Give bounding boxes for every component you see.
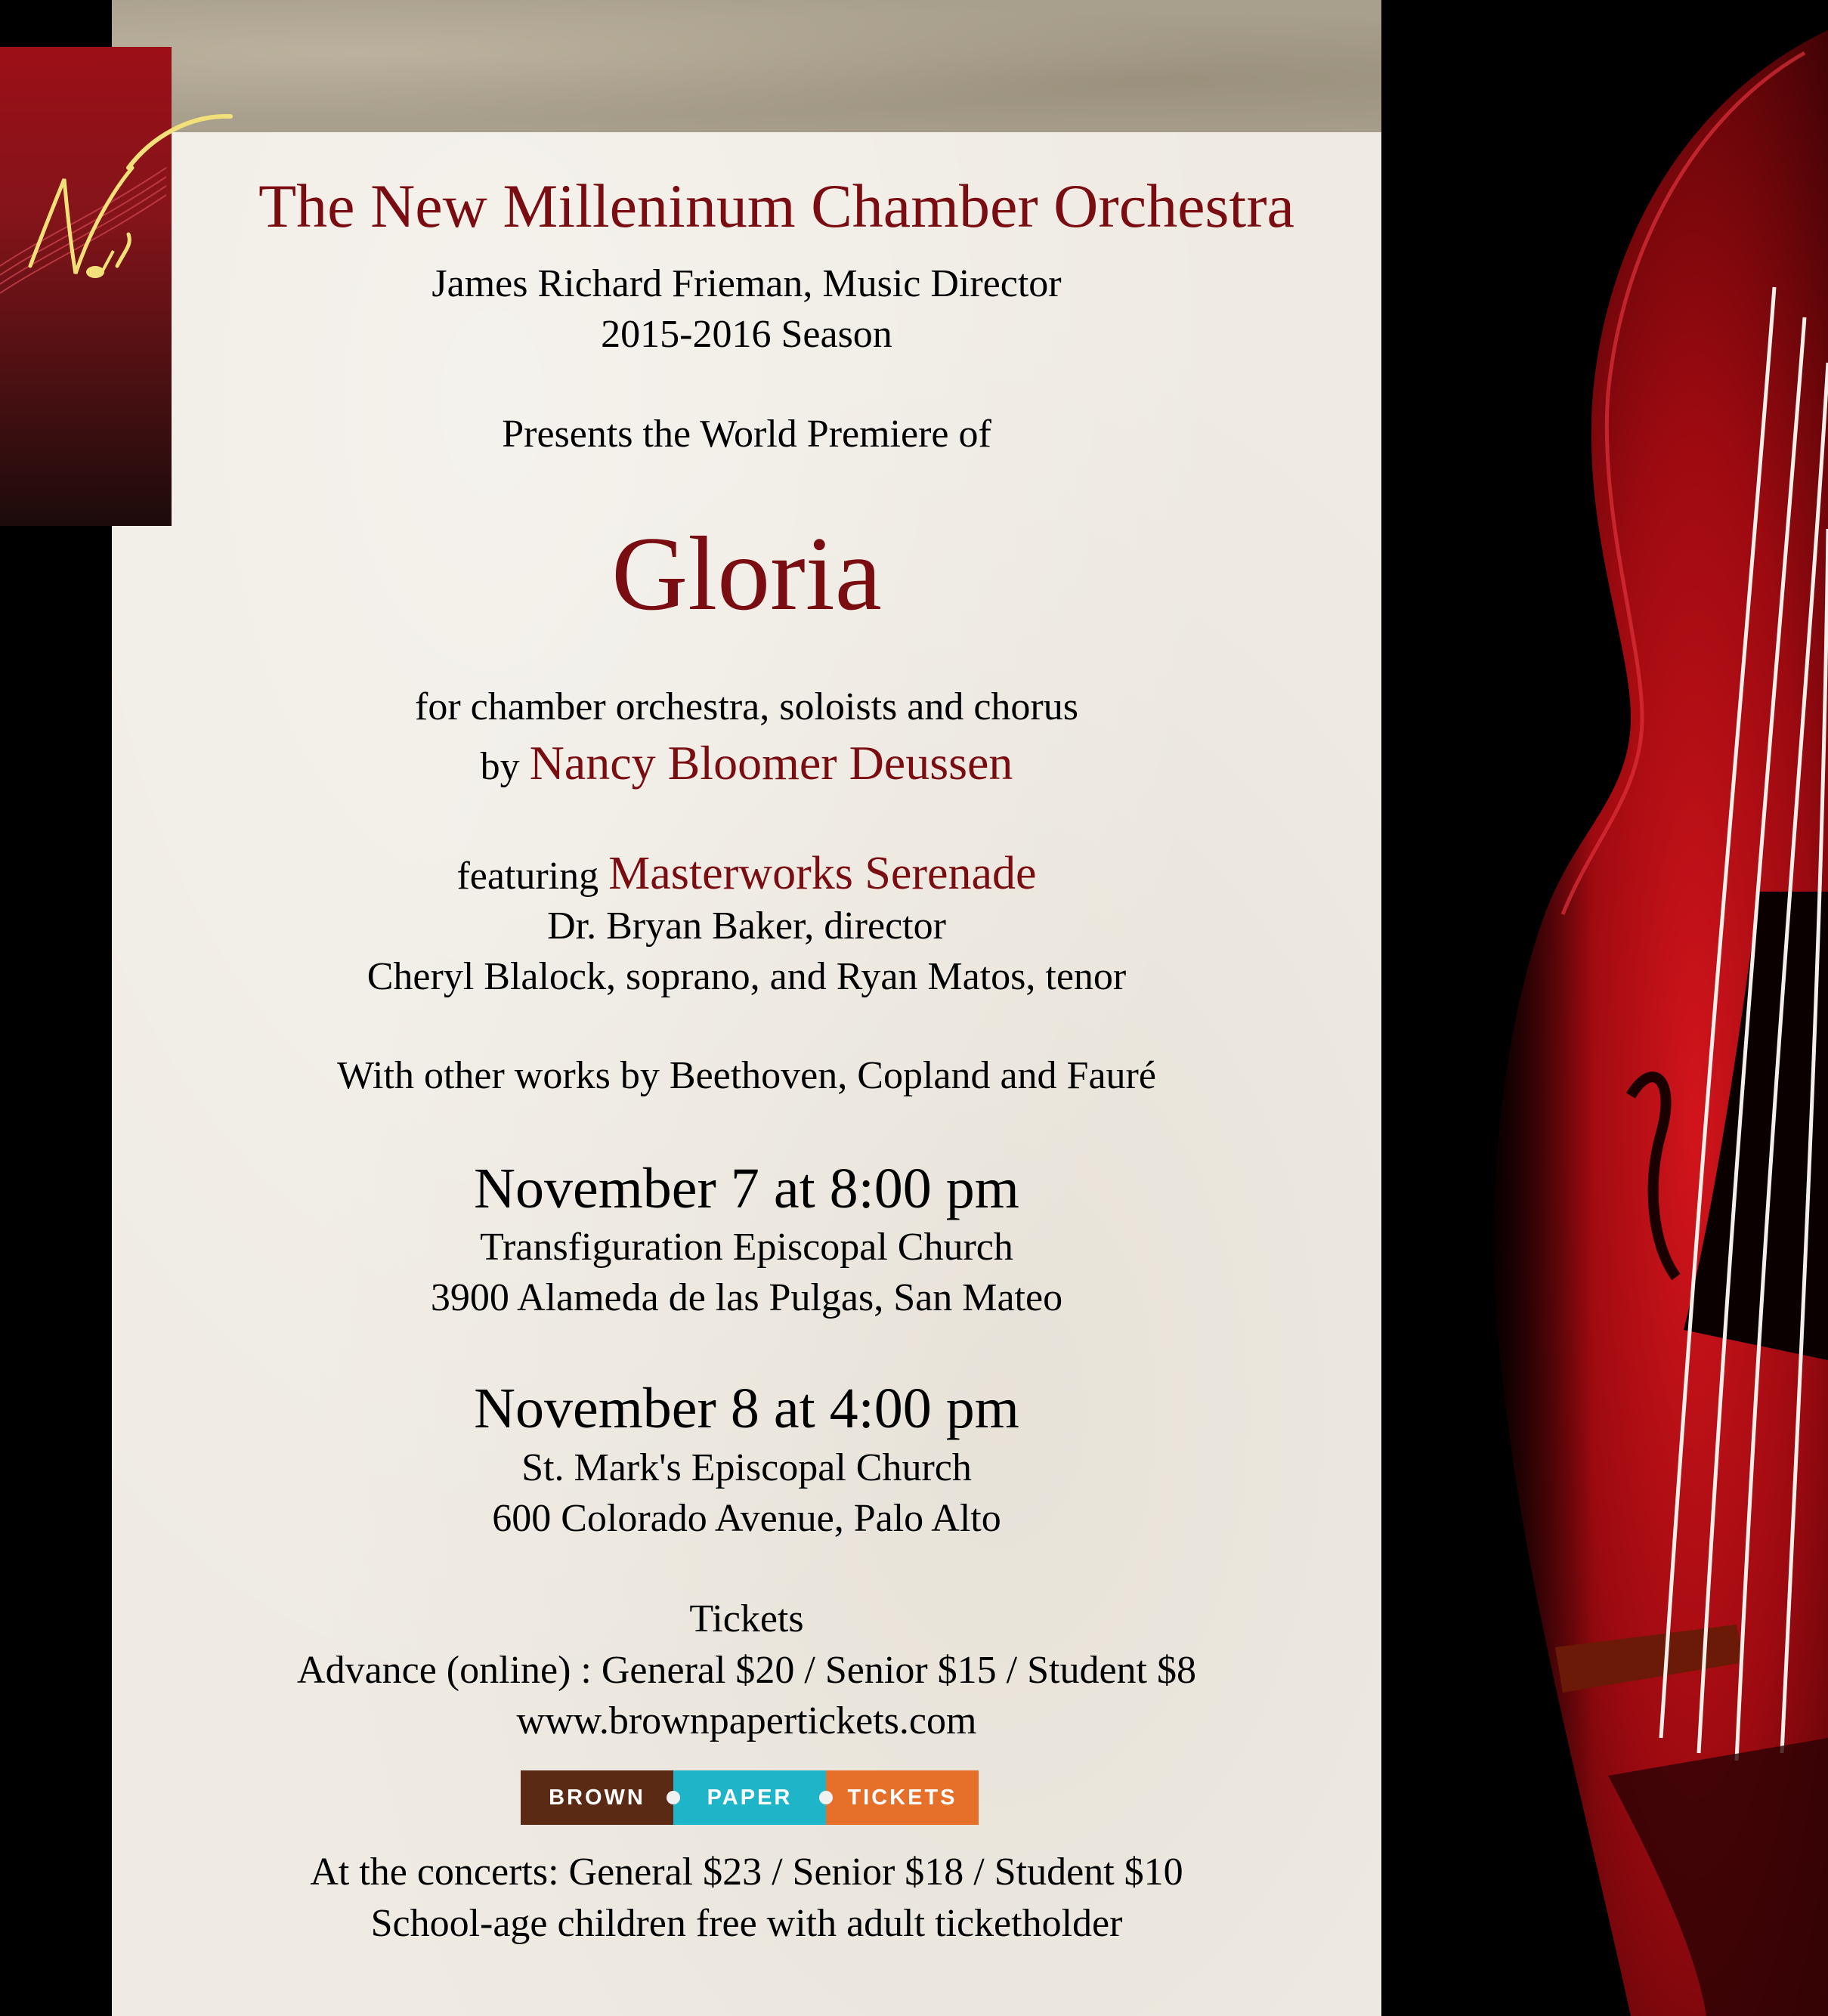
- composer-line: [112, 736, 1381, 790]
- presents-line: Presents the World Premiere of: [502, 413, 991, 456]
- bpt-segment-brown: [521, 1770, 673, 1825]
- ticket-website-link[interactable]: www.brownpapertickets.com: [516, 1699, 977, 1742]
- bpt-segment-paper: [673, 1770, 826, 1825]
- brown-paper-tickets-logo[interactable]: [521, 1770, 979, 1825]
- orchestra-logo: [0, 47, 172, 526]
- bpt-label: PAPER: [707, 1785, 793, 1810]
- instrumentation-line: for chamber orchestra, soloists and chorus: [415, 685, 1078, 728]
- bpt-dot-icon: [819, 1791, 833, 1804]
- violin-image: [1381, 0, 1828, 2016]
- advance-prices: Advance (online) : General $20 / Senior $15 / Student $8: [297, 1649, 1196, 1692]
- music-director: James Richard Frieman, Music Director: [431, 262, 1062, 305]
- tickets-heading: Tickets: [689, 1597, 804, 1640]
- concert-address: 3900 Alameda de las Pulgas, San Mateo: [430, 1276, 1063, 1319]
- concert-venue: St. Mark's Episcopal Church: [521, 1446, 972, 1489]
- featuring-line: [112, 850, 1381, 897]
- logo-script-icon: [0, 47, 242, 526]
- bpt-label: BROWN: [549, 1785, 645, 1810]
- season-label: 2015-2016 Season: [601, 313, 892, 356]
- soloists-line: Cheryl Blalock, soprano, and Ryan Matos, tenor: [367, 955, 1127, 998]
- door-prices: At the concerts: General $23 / Senior $18 / Student $10: [310, 1851, 1183, 1894]
- bpt-label: TICKETS: [847, 1785, 957, 1810]
- work-title: Gloria: [611, 515, 882, 632]
- ensemble-director: Dr. Bryan Baker, director: [547, 904, 946, 948]
- ensemble-name: Masterworks Serenade: [608, 848, 1037, 899]
- violin-icon: [1381, 0, 1828, 2016]
- composer-name: Nancy Bloomer Deussen: [529, 736, 1013, 790]
- featuring-prefix: featuring: [456, 855, 599, 898]
- by-prefix: by: [480, 745, 520, 788]
- other-works-line: With other works by Beethoven, Copland and Fauré: [337, 1054, 1156, 1097]
- orchestra-title: The New Milleninum Chamber Orchestra: [258, 172, 1294, 240]
- children-note: School-age children free with adult ticketholder: [370, 1902, 1123, 1945]
- concert-address: 600 Colorado Avenue, Palo Alto: [492, 1497, 1001, 1540]
- paper-top-band: [112, 0, 1381, 132]
- concert-date: November 7 at 8:00 pm: [474, 1157, 1019, 1220]
- concert-date: November 8 at 4:00 pm: [474, 1377, 1019, 1440]
- bpt-dot-icon: [667, 1791, 680, 1804]
- concert-venue: Transfiguration Episcopal Church: [480, 1226, 1013, 1269]
- bpt-segment-tickets: [826, 1770, 979, 1825]
